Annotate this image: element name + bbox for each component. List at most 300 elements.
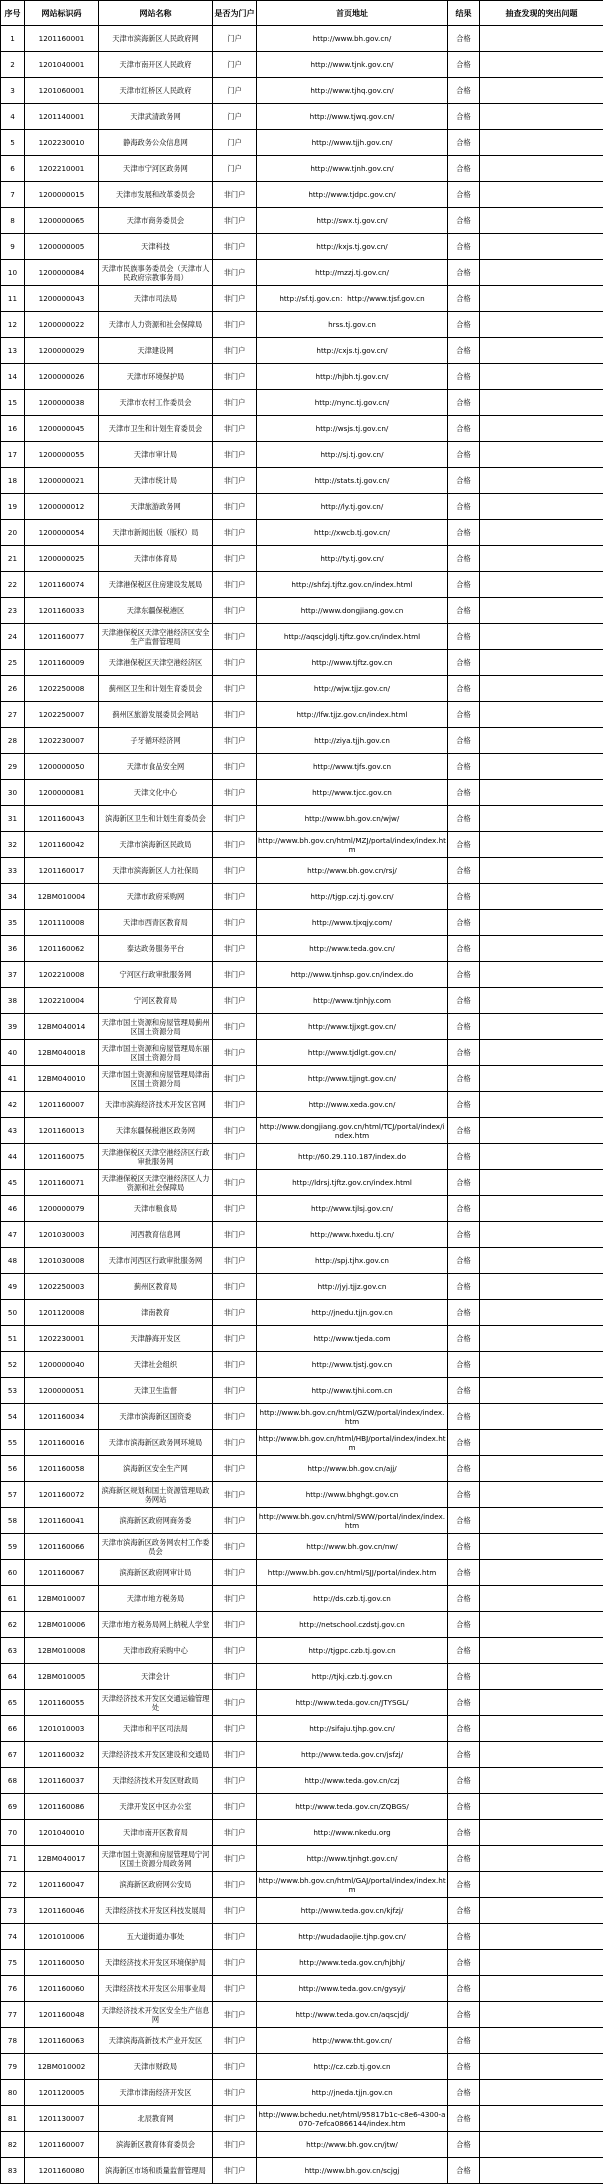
table-row: [1, 1846, 603, 1872]
issue-text: [480, 988, 603, 1014]
portal-type: 非门户: [213, 416, 257, 442]
site-code: 1201040001: [25, 52, 99, 78]
table-row: [1, 104, 603, 130]
site-code: 1201160048: [25, 2002, 99, 2028]
result-status: 合格: [448, 182, 480, 208]
homepage-url: http://www.bh.gov.cn/rsj/: [257, 858, 448, 884]
issue-text: [480, 884, 603, 910]
result-status: 合格: [448, 2080, 480, 2106]
site-name: 天津市宁河区政务网: [99, 156, 213, 182]
portal-type: 非门户: [213, 546, 257, 572]
site-code: 1200000029: [25, 338, 99, 364]
table-row: [1, 260, 603, 286]
table-row: [1, 2028, 603, 2054]
site-code: 12BM040018: [25, 1040, 99, 1066]
site-code: 1201160032: [25, 1742, 99, 1768]
portal-type: 非门户: [213, 1534, 257, 1560]
issue-text: [480, 1794, 603, 1820]
site-name: 宁河区行政审批服务网: [99, 962, 213, 988]
portal-type: 非门户: [213, 1742, 257, 1768]
issue-text: [480, 1300, 603, 1326]
table-row: [1, 156, 603, 182]
portal-type: 非门户: [213, 676, 257, 702]
homepage-url: http://lfw.tjjz.gov.cn/index.html: [257, 702, 448, 728]
issue-text: [480, 208, 603, 234]
result-status: 合格: [448, 1326, 480, 1352]
portal-type: 非门户: [213, 208, 257, 234]
site-code: 1201160058: [25, 1456, 99, 1482]
table-row: [1, 1534, 603, 1560]
issue-text: [480, 104, 603, 130]
table-row: [1, 364, 603, 390]
homepage-url: http://www.tjjngt.gov.cn/: [257, 1066, 448, 1092]
issue-text: [480, 1586, 603, 1612]
row-number: 13: [1, 338, 25, 364]
result-status: 合格: [448, 884, 480, 910]
row-number: 74: [1, 1924, 25, 1950]
site-code: 1201160041: [25, 1508, 99, 1534]
issue-text: [480, 1690, 603, 1716]
site-name: 天津市体育局: [99, 546, 213, 572]
issue-text: [480, 442, 603, 468]
row-number: 80: [1, 2080, 25, 2106]
site-name: 天津经济技术开发区财政局: [99, 1768, 213, 1794]
portal-type: 非门户: [213, 728, 257, 754]
header-homepage-url: 首页地址: [257, 1, 448, 26]
result-status: 合格: [448, 728, 480, 754]
site-code: 1201160071: [25, 1170, 99, 1196]
site-code: 1200000012: [25, 494, 99, 520]
portal-type: 非门户: [213, 286, 257, 312]
header-site-code: 网站标识码: [25, 1, 99, 26]
site-name: 子牙循环经济网: [99, 728, 213, 754]
result-status: 合格: [448, 936, 480, 962]
result-status: 合格: [448, 468, 480, 494]
table-row: [1, 780, 603, 806]
row-number: 45: [1, 1170, 25, 1196]
result-status: 合格: [448, 1352, 480, 1378]
homepage-url: http://mzzj.tj.gov.cn/: [257, 260, 448, 286]
site-code: 1201160060: [25, 1976, 99, 2002]
site-code: 1201160033: [25, 598, 99, 624]
site-name: 天津市国土资源和房屋管理局东丽区国土资源分局: [99, 1040, 213, 1066]
issue-text: [480, 2054, 603, 2080]
result-status: 合格: [448, 1118, 480, 1144]
site-code: 1200000026: [25, 364, 99, 390]
result-status: 合格: [448, 1404, 480, 1430]
table-row: [1, 312, 603, 338]
portal-type: 非门户: [213, 910, 257, 936]
homepage-url: http://www.tjfs.gov.cn: [257, 754, 448, 780]
site-name: 天津市滨海新区政务网农村工作委员会: [99, 1534, 213, 1560]
site-name: 天津经济技术开发区建设和交通局: [99, 1742, 213, 1768]
site-name: 天津市食品安全网: [99, 754, 213, 780]
site-code: 1201110008: [25, 910, 99, 936]
site-name: 天津市财政局: [99, 2054, 213, 2080]
site-name: 天津市统计局: [99, 468, 213, 494]
homepage-url: http://www.tjnhsp.gov.cn/index.do: [257, 962, 448, 988]
site-name: 天津开发区中区办公室: [99, 1794, 213, 1820]
result-status: 合格: [448, 1924, 480, 1950]
table-row: [1, 1144, 603, 1170]
table-row: [1, 1794, 603, 1820]
table-row: [1, 1274, 603, 1300]
result-status: 合格: [448, 1794, 480, 1820]
issue-text: [480, 1612, 603, 1638]
site-code: 1201160050: [25, 1950, 99, 1976]
result-status: 合格: [448, 624, 480, 650]
issue-text: [480, 1846, 603, 1872]
row-number: 1: [1, 26, 25, 52]
table-row: [1, 962, 603, 988]
row-number: 47: [1, 1222, 25, 1248]
result-status: 合格: [448, 1456, 480, 1482]
row-number: 67: [1, 1742, 25, 1768]
result-status: 合格: [448, 520, 480, 546]
result-status: 合格: [448, 1378, 480, 1404]
homepage-url: http://www.tjnk.gov.cn/: [257, 52, 448, 78]
result-status: 合格: [448, 390, 480, 416]
row-number: 32: [1, 832, 25, 858]
row-number: 56: [1, 1456, 25, 1482]
portal-type: 非门户: [213, 1898, 257, 1924]
issue-text: [480, 130, 603, 156]
portal-type: 非门户: [213, 1170, 257, 1196]
row-number: 26: [1, 676, 25, 702]
table-row: [1, 2054, 603, 2080]
result-status: 合格: [448, 234, 480, 260]
result-status: 合格: [448, 1742, 480, 1768]
site-name: 滨海新区安全生产网: [99, 1456, 213, 1482]
site-code: 1201160046: [25, 1898, 99, 1924]
site-code: 1202250003: [25, 1274, 99, 1300]
site-name: 天津市国土资源和房屋管理局宁河区国土资源分局政务网: [99, 1846, 213, 1872]
result-status: 合格: [448, 1274, 480, 1300]
table-row: [1, 1586, 603, 1612]
portal-type: 非门户: [213, 858, 257, 884]
site-name: 宁河区教育局: [99, 988, 213, 1014]
table-row: [1, 910, 603, 936]
portal-type: 非门户: [213, 962, 257, 988]
portal-type: 非门户: [213, 754, 257, 780]
table-row: [1, 1716, 603, 1742]
site-name: 天津市和平区司法局: [99, 1716, 213, 1742]
row-number: 53: [1, 1378, 25, 1404]
homepage-url: http://www.tjjh.gov.cn/: [257, 130, 448, 156]
site-code: 1201160043: [25, 806, 99, 832]
table-row: [1, 1560, 603, 1586]
result-status: 合格: [448, 702, 480, 728]
row-number: 31: [1, 806, 25, 832]
site-name: 天津市南开区人民政府: [99, 52, 213, 78]
table-row: [1, 1352, 603, 1378]
table-body: [1, 26, 603, 2184]
portal-type: 非门户: [213, 1326, 257, 1352]
result-status: 合格: [448, 832, 480, 858]
site-name: 五大道街道办事处: [99, 1924, 213, 1950]
row-number: 36: [1, 936, 25, 962]
row-number: 20: [1, 520, 25, 546]
row-number: 30: [1, 780, 25, 806]
result-status: 合格: [448, 1508, 480, 1534]
issue-text: [480, 468, 603, 494]
site-name: 天津市农村工作委员会: [99, 390, 213, 416]
site-name: 蓟州区教育局: [99, 1274, 213, 1300]
issue-text: [480, 1872, 603, 1898]
issue-text: [480, 234, 603, 260]
table-row: [1, 468, 603, 494]
homepage-url: http://www.bh.gov.cn/html/SJJ/portal/index.htm: [257, 1560, 448, 1586]
homepage-url: http://tjgp.czj.tj.gov.cn/: [257, 884, 448, 910]
portal-type: 非门户: [213, 1560, 257, 1586]
issue-text: [480, 1404, 603, 1430]
result-status: 合格: [448, 572, 480, 598]
row-number: 9: [1, 234, 25, 260]
row-number: 34: [1, 884, 25, 910]
portal-type: 门户: [213, 52, 257, 78]
site-code: 1202210001: [25, 156, 99, 182]
site-code: 1201160001: [25, 26, 99, 52]
site-code: 1201140001: [25, 104, 99, 130]
site-name: 天津市滨海新区民政局: [99, 832, 213, 858]
site-name: 泰达政务服务平台: [99, 936, 213, 962]
result-status: 合格: [448, 1612, 480, 1638]
row-number: 15: [1, 390, 25, 416]
site-code: 12BM040014: [25, 1014, 99, 1040]
site-name: 天津会计: [99, 1664, 213, 1690]
site-name: 天津市商务委员会: [99, 208, 213, 234]
homepage-url: http://www.tjlsj.gov.cn/: [257, 1196, 448, 1222]
site-name: 滨海新区教育体育委员会: [99, 2132, 213, 2158]
result-status: 合格: [448, 156, 480, 182]
table-row: [1, 390, 603, 416]
issue-text: [480, 1170, 603, 1196]
row-number: 66: [1, 1716, 25, 1742]
result-status: 合格: [448, 442, 480, 468]
result-status: 合格: [448, 1976, 480, 2002]
homepage-url: http://ds.czb.tj.gov.cn: [257, 1586, 448, 1612]
site-name: 天津市南开区教育局: [99, 1820, 213, 1846]
site-code: 1201160007: [25, 2132, 99, 2158]
site-code: 1200000021: [25, 468, 99, 494]
site-name: 蓟州区卫生和计划生育委员会: [99, 676, 213, 702]
site-code: 1200000025: [25, 546, 99, 572]
row-number: 68: [1, 1768, 25, 1794]
result-status: 合格: [448, 546, 480, 572]
issue-text: [480, 2158, 603, 2184]
portal-type: 非门户: [213, 520, 257, 546]
site-name: 滨海新区政府网公安局: [99, 1872, 213, 1898]
site-code: 1201040010: [25, 1820, 99, 1846]
header-no: 序号: [1, 1, 25, 26]
issue-text: [480, 1456, 603, 1482]
issue-text: [480, 2080, 603, 2106]
header-result: 结果: [448, 1, 480, 26]
issue-text: [480, 260, 603, 286]
homepage-url: http://www.bh.gov.cn/html/GAJ/portal/index/index.htm: [257, 1872, 448, 1898]
row-number: 18: [1, 468, 25, 494]
issue-text: [480, 2028, 603, 2054]
homepage-url: http://swx.tj.gov.cn/: [257, 208, 448, 234]
table-row: [1, 338, 603, 364]
issue-text: [480, 1508, 603, 1534]
site-name: 天津市新闻出版（版权）局: [99, 520, 213, 546]
homepage-url: http://xwcb.tj.gov.cn/: [257, 520, 448, 546]
result-status: 合格: [448, 806, 480, 832]
portal-type: 非门户: [213, 1638, 257, 1664]
site-code: 1200000022: [25, 312, 99, 338]
site-code: 1201030003: [25, 1222, 99, 1248]
table-row: [1, 1404, 603, 1430]
table-row: [1, 1040, 603, 1066]
table-row: [1, 1898, 603, 1924]
table-row: [1, 1820, 603, 1846]
result-status: 合格: [448, 260, 480, 286]
homepage-url: http://jneda.tjjn.gov.cn: [257, 2080, 448, 2106]
homepage-url: http://www.tjjxgt.gov.cn/: [257, 1014, 448, 1040]
row-number: 28: [1, 728, 25, 754]
homepage-url: http://www.hxedu.tj.cn/: [257, 1222, 448, 1248]
table-row: [1, 1456, 603, 1482]
result-status: 合格: [448, 1248, 480, 1274]
issue-text: [480, 676, 603, 702]
issue-text: [480, 1326, 603, 1352]
portal-type: 非门户: [213, 1352, 257, 1378]
table-row: [1, 1976, 603, 2002]
portal-type: 非门户: [213, 1846, 257, 1872]
site-code: 1201130007: [25, 2106, 99, 2132]
row-number: 7: [1, 182, 25, 208]
row-number: 54: [1, 1404, 25, 1430]
homepage-url: http://jyj.tjjz.gov.cn: [257, 1274, 448, 1300]
homepage-url: http://wudadaojie.tjhp.gov.cn/: [257, 1924, 448, 1950]
homepage-url: http://www.dongjiang.gov.cn/html/TCJ/portal/index/index.htm: [257, 1118, 448, 1144]
site-name: 河西教育信息网: [99, 1222, 213, 1248]
issue-text: [480, 1118, 603, 1144]
result-status: 合格: [448, 494, 480, 520]
row-number: 59: [1, 1534, 25, 1560]
homepage-url: http://www.teda.gov.cn/ZQBGS/: [257, 1794, 448, 1820]
homepage-url: http://www.bh.gov.cn/html/MZJ/portal/index/index.htm: [257, 832, 448, 858]
row-number: 25: [1, 650, 25, 676]
portal-type: 非门户: [213, 1794, 257, 1820]
result-status: 合格: [448, 2106, 480, 2132]
portal-type: 非门户: [213, 312, 257, 338]
portal-type: 非门户: [213, 2002, 257, 2028]
table-row: [1, 1950, 603, 1976]
site-code: 1200000065: [25, 208, 99, 234]
row-number: 37: [1, 962, 25, 988]
result-status: 合格: [448, 1560, 480, 1586]
result-status: 合格: [448, 754, 480, 780]
row-number: 21: [1, 546, 25, 572]
site-name: 天津市河西区行政审批服务网: [99, 1248, 213, 1274]
table-row: [1, 1508, 603, 1534]
homepage-url: hrss.tj.gov.cn: [257, 312, 448, 338]
site-code: 1200000045: [25, 416, 99, 442]
row-number: 65: [1, 1690, 25, 1716]
site-code: 1201120008: [25, 1300, 99, 1326]
portal-type: 非门户: [213, 1014, 257, 1040]
site-code: 1201160075: [25, 1144, 99, 1170]
homepage-url: http://www.bh.gov.cn/jtw/: [257, 2132, 448, 2158]
table-row: [1, 26, 603, 52]
portal-type: 非门户: [213, 1482, 257, 1508]
result-status: 合格: [448, 1196, 480, 1222]
issue-text: [480, 1378, 603, 1404]
issue-text: [480, 1664, 603, 1690]
site-name: 天津港保税区天津空港经济区: [99, 650, 213, 676]
homepage-url: http://www.bchedu.net/html/95817b1c-c8e6-4300-a070-7efca0866144/index.htm: [257, 2106, 448, 2132]
row-number: 27: [1, 702, 25, 728]
homepage-url: http://tjkj.czb.tj.gov.cn: [257, 1664, 448, 1690]
site-code: 1201160086: [25, 1794, 99, 1820]
site-code: 1200000055: [25, 442, 99, 468]
result-status: 合格: [448, 208, 480, 234]
issue-text: [480, 962, 603, 988]
result-status: 合格: [448, 26, 480, 52]
site-name: 天津经济技术开发区科技发展局: [99, 1898, 213, 1924]
issue-text: [480, 494, 603, 520]
issue-text: [480, 1352, 603, 1378]
row-number: 79: [1, 2054, 25, 2080]
table-row: [1, 1664, 603, 1690]
portal-type: 非门户: [213, 884, 257, 910]
portal-type: 非门户: [213, 1924, 257, 1950]
site-code: 1200000043: [25, 286, 99, 312]
site-name: 滨海新区市场和质量监督管理局: [99, 2158, 213, 2184]
issue-text: [480, 1248, 603, 1274]
site-code: 1201160067: [25, 1560, 99, 1586]
homepage-url: http://www.teda.gov.cn/czj: [257, 1768, 448, 1794]
site-name: 天津市地方税务局网上纳税人学堂: [99, 1612, 213, 1638]
row-number: 50: [1, 1300, 25, 1326]
site-name: 天津港保税区天津空港经济区安全生产监督管理局: [99, 624, 213, 650]
site-name: 天津市发展和改革委员会: [99, 182, 213, 208]
issue-text: [480, 1820, 603, 1846]
row-number: 44: [1, 1144, 25, 1170]
site-name: 天津旅游政务网: [99, 494, 213, 520]
site-code: 1201160047: [25, 1872, 99, 1898]
issue-text: [480, 2106, 603, 2132]
result-status: 合格: [448, 130, 480, 156]
site-code: 12BM010004: [25, 884, 99, 910]
result-status: 合格: [448, 286, 480, 312]
homepage-url: http://www.bh.gov.cn/html/HBJ/portal/index/index.htm: [257, 1430, 448, 1456]
issue-text: [480, 390, 603, 416]
result-status: 合格: [448, 962, 480, 988]
homepage-url: http://www.bh.gov.cn/wjw/: [257, 806, 448, 832]
portal-type: 非门户: [213, 572, 257, 598]
portal-type: 非门户: [213, 2106, 257, 2132]
table-row: [1, 650, 603, 676]
row-number: 75: [1, 1950, 25, 1976]
homepage-url: http://www.teda.gov.cn/: [257, 936, 448, 962]
issue-text: [480, 728, 603, 754]
site-code: 1201120005: [25, 2080, 99, 2106]
issue-text: [480, 1898, 603, 1924]
homepage-url: http://www.teda.gov.cn/aqscjdj/: [257, 2002, 448, 2028]
header-is-portal: 是否为门户: [213, 1, 257, 26]
row-number: 17: [1, 442, 25, 468]
site-code: 1200000050: [25, 754, 99, 780]
portal-type: 非门户: [213, 364, 257, 390]
row-number: 19: [1, 494, 25, 520]
homepage-url: http://hjbh.tj.gov.cn/: [257, 364, 448, 390]
issue-text: [480, 364, 603, 390]
portal-type: 非门户: [213, 624, 257, 650]
portal-type: 门户: [213, 78, 257, 104]
